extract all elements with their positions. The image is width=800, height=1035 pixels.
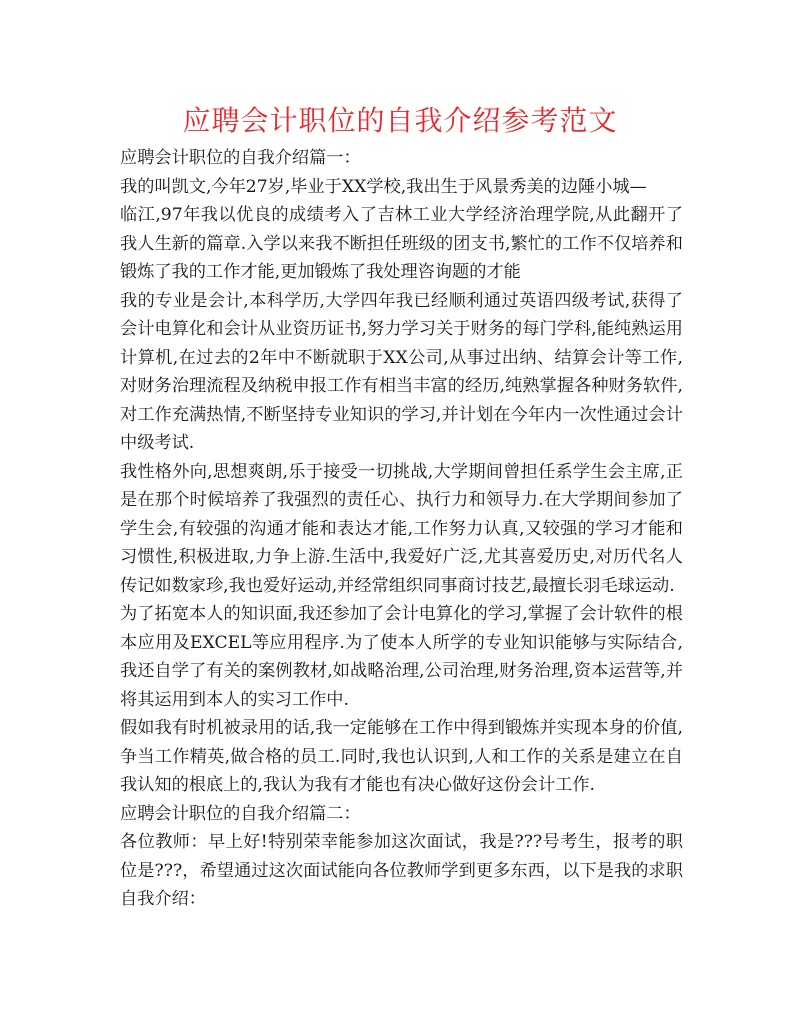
section-heading-2: 应聘会计职位的自我介绍篇二： xyxy=(120,803,361,824)
paragraph-closing: 假如我有时机被录用的话,我一定能够在工作中得到锻炼并实现本身的价值,争当工作精英,做合格的员工.同时,我也认识到,人和工作的关系是建立在自我认知的根底上的,我认为我有才能也有决心做好这份会计工作. xyxy=(120,718,683,795)
paragraph-background: 临江,97年我以优良的成绩考入了吉林工业大学经济治理学院,从此翻开了我人生新的篇章.入学以来我不断担任班级的团支书,繁忙的工作不仅培养和锻炼了我的工作才能,更加锻炼了我处理咨询题的才能 xyxy=(120,205,683,282)
paragraph-intro: 我的叫凯文,今年27岁,毕业于XX学校,我出生于风景秀美的边陲小城— xyxy=(120,176,647,197)
paragraph-major: 我的专业是会计,本科学历,大学四年我已经顺利通过英语四级考试,获得了会计电算化和会计从业资历证书,努力学习关于财务的每门学科,能纯熟运用计算机,在过去的2年中不断就职于XX公司,从事过出纳、结算会计等工作,对财务治理流程及纳税申报工作有相当丰富的经历,纯熟掌握各种财务软件,对工作充满热情,不断坚持专业知识的学习,并计划在今年内一次性通过会计中级考试. xyxy=(120,290,683,453)
paragraph-greeting: 各位教师：早上好!特别荣幸能参加这次面试，我是???号考生，报考的职位是???，希望通过这次面试能向各位教师学到更多东西，以下是我的求职自我介绍： xyxy=(120,832,683,909)
paragraph-personality: 我性格外向,思想爽朗,乐于接受一切挑战,大学期间曾担任系学生会主席,正是在那个时候培养了我强烈的责任心、执行力和领导力.在大学期间参加了学生会,有较强的沟通才能和表达才能,工作努力认真,又较强的学习才能和习惯性,积极进取,力争上游.生活中,我爱好广泛,尤其喜爱历史,对历代名人传记如数家珍,我也爱好运动,并经常组织同事商讨技艺,最擅长羽毛球运动. xyxy=(120,461,683,596)
document-body xyxy=(120,144,683,914)
paragraph-skills: 为了拓宽本人的知识面,我还参加了会计电算化的学习,掌握了会计软件的根本应用及EXCEL等应用程序.为了使本人所学的专业知识能够与实际结合,我还自学了有关的案例教材,如战略治理,公司治理,财务治理,资本运营等,并将其运用到本人的实习工作中. xyxy=(120,604,683,710)
document-title: 应聘会计职位的自我介绍参考范文 xyxy=(182,104,618,137)
section-heading-1: 应聘会计职位的自我介绍篇一： xyxy=(120,148,361,168)
